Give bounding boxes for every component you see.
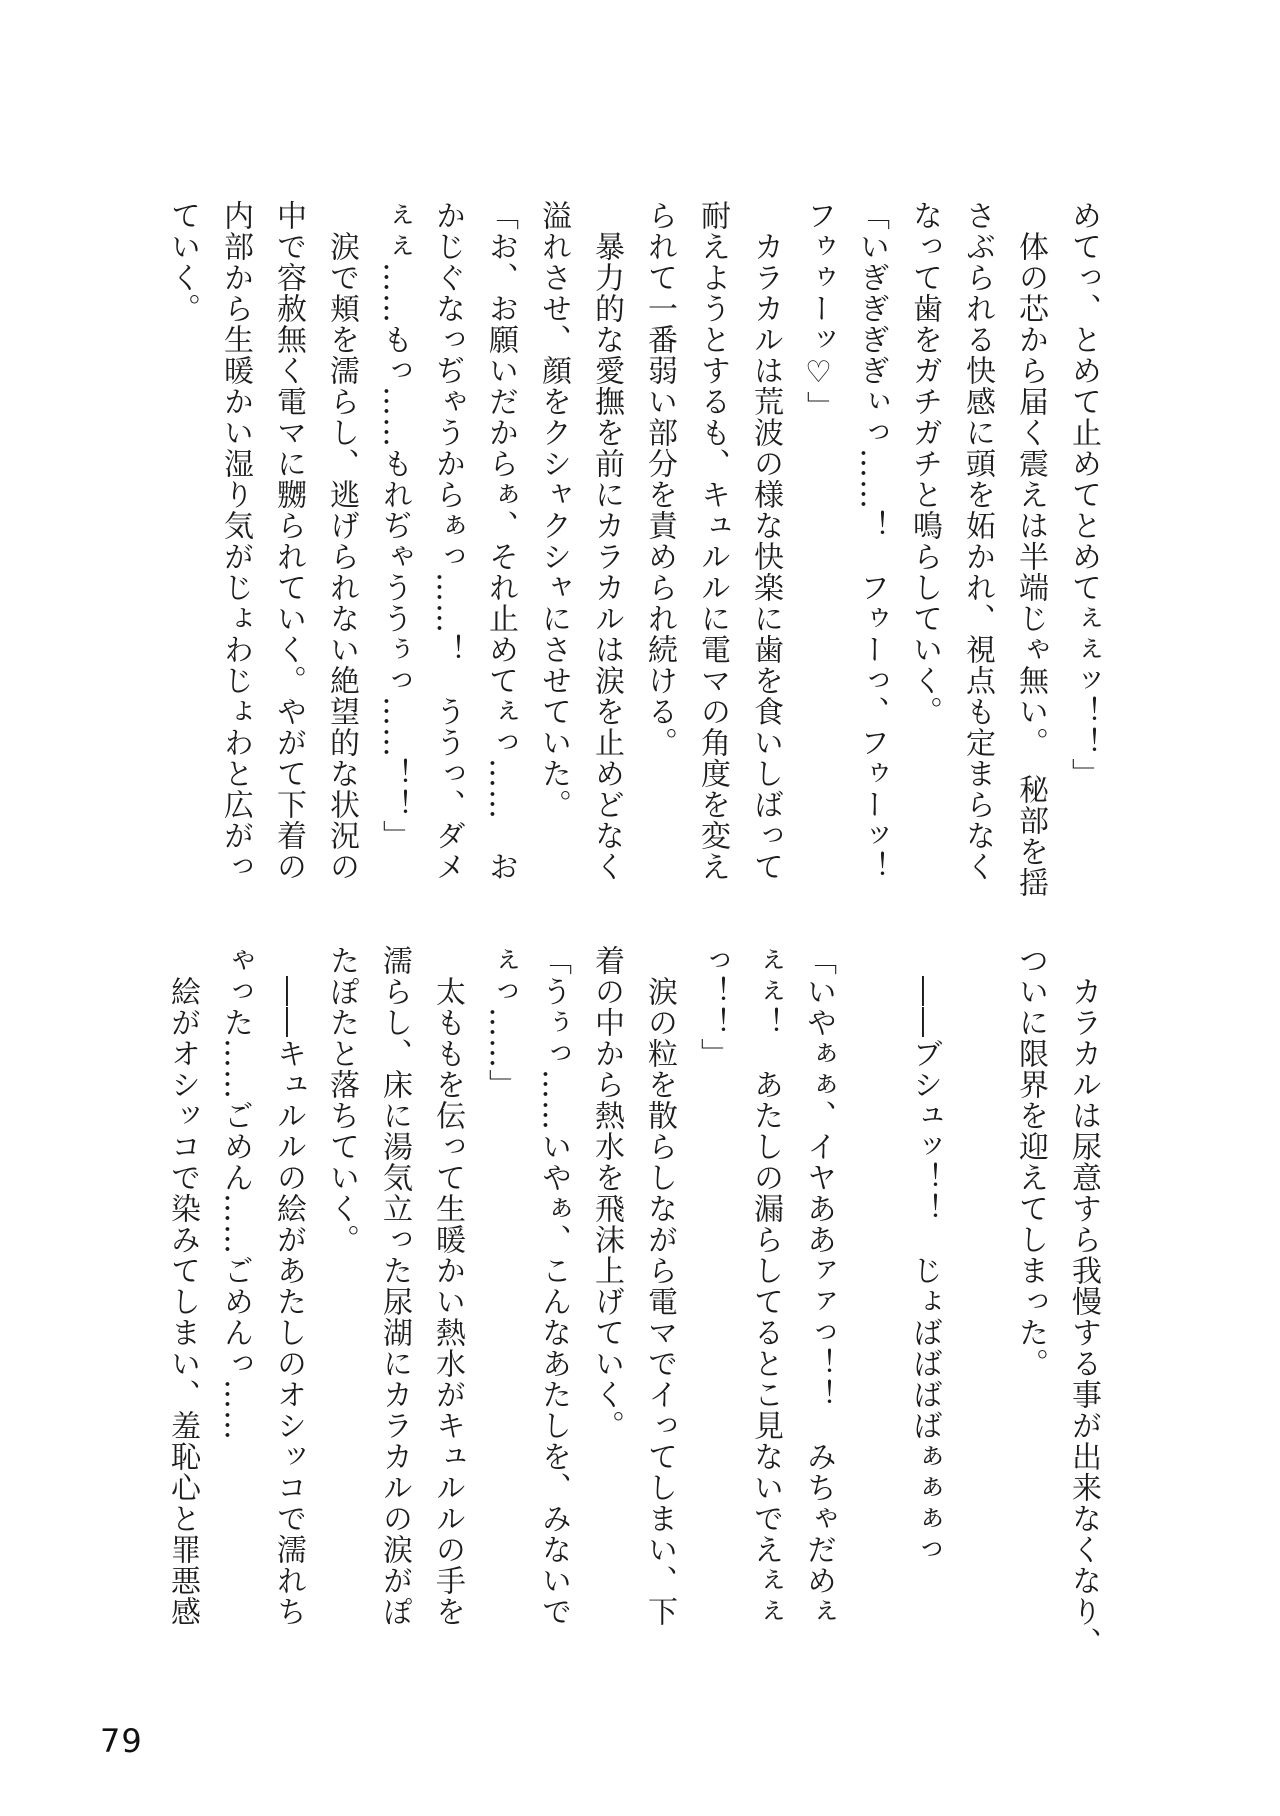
text-column-top-17: 内部から生暖かい湿り気がじょわじょわと広がっ bbox=[218, 200, 253, 882]
text-column-top-11: 溢れさせ、顔をクシャクシャにさせていた。 bbox=[536, 200, 571, 820]
text-column-top-15: 涙で頬を濡らし、逃げられない絶望的な状況の bbox=[324, 200, 359, 882]
text-column-bottom-12: ぇっ……」 bbox=[483, 945, 518, 1100]
text-column-bottom-09: 涙の粒を散らしながら電マでイってしまい、下 bbox=[642, 945, 677, 1627]
text-column-bottom-08: っ！！」 bbox=[695, 945, 730, 1069]
text-column-bottom-02: ついに限界を迎えてしまった。 bbox=[1013, 945, 1048, 1379]
text-column-bottom-04: ――ブシュッ！！ じょばばばばぁぁぁっ bbox=[907, 945, 942, 1565]
text-column-top-09: られて一番弱い部分を責められ続ける。 bbox=[642, 200, 677, 758]
text-column-bottom-14: 濡らし、床に湯気立った尿湖にカラカルの涙がぽ bbox=[377, 945, 412, 1627]
text-column-top-06: フゥゥーッ♡」 bbox=[801, 200, 836, 422]
text-column-top-18: ていく。 bbox=[165, 200, 200, 324]
text-column-bottom-11: 「うぅっ……いやぁ、こんなあたしを、みないで bbox=[536, 945, 571, 1627]
text-column-top-07: カラカルは荒波の様な快楽に歯を食いしばって bbox=[748, 200, 783, 882]
text-column-bottom-15: たぽたと落ちていく。 bbox=[324, 945, 359, 1255]
text-column-bottom-10: 着の中から熱水を飛沫上げていく。 bbox=[589, 945, 624, 1441]
text-column-top-03: さぶられる快感に頭を妬かれ、視点も定まらなく bbox=[960, 200, 995, 882]
text-column-top-14: ぇぇ……もっ……もれぢゃううぅっ……！！」 bbox=[377, 200, 412, 851]
text-column-bottom-18: 絵がオシッコで染みてしまい、羞恥心と罪悪感 bbox=[165, 945, 200, 1627]
text-column-top-05: 「いぎぎぎぎぃっ……！ フゥーっ、フゥーッ！ bbox=[854, 200, 889, 882]
text-column-bottom-03-blank bbox=[951, 945, 1004, 1657]
text-column-top-01: めてっ、とめて止めてとめてぇぇッ！！」 bbox=[1066, 200, 1101, 789]
text-column-top-16: 中で容赦無く電マに嬲られていく。やがて下着の bbox=[271, 200, 306, 882]
text-column-bottom-16: ――キュルルの絵があたしのオシッコで濡れち bbox=[271, 945, 306, 1627]
top-text-band bbox=[156, 200, 1110, 912]
text-column-top-08: 耐えようとするも、キュルルに電マの角度を変え bbox=[695, 200, 730, 882]
text-column-bottom-01: カラカルは尿意すら我慢する事が出来なくなり、 bbox=[1066, 945, 1101, 1658]
page-number: 79 bbox=[100, 1722, 143, 1760]
text-column-top-04: なって歯をガチガチと鳴らしていく。 bbox=[907, 200, 942, 727]
text-column-bottom-17: ゃった……ごめん……ごめんっ…… bbox=[218, 945, 253, 1441]
text-column-top-13: かじぐなっぢゃうからぁっ……！ ううっ、ダメ bbox=[430, 200, 465, 882]
bottom-text-band bbox=[156, 945, 1110, 1657]
text-column-bottom-13: 太ももを伝って生暖かい熱水がキュルルの手を bbox=[430, 945, 465, 1627]
text-column-top-12: 「お、お願いだからぁ、それ止めてぇっ…… お bbox=[483, 200, 518, 882]
text-column-bottom-05-blank bbox=[845, 945, 898, 1657]
text-column-top-10: 暴力的な愛撫を前にカラカルは涙を止めどなく bbox=[589, 200, 624, 882]
text-column-bottom-07: ぇぇ！ あたしの漏らしてるとこ見ないでえぇぇ bbox=[748, 945, 783, 1627]
text-column-bottom-06: 「いやぁぁ、イヤああァァっ！！ みちゃだめぇ bbox=[801, 945, 836, 1627]
text-column-top-02: 体の芯から届く震えは半端じゃ無い。 秘部を揺 bbox=[1013, 200, 1048, 898]
